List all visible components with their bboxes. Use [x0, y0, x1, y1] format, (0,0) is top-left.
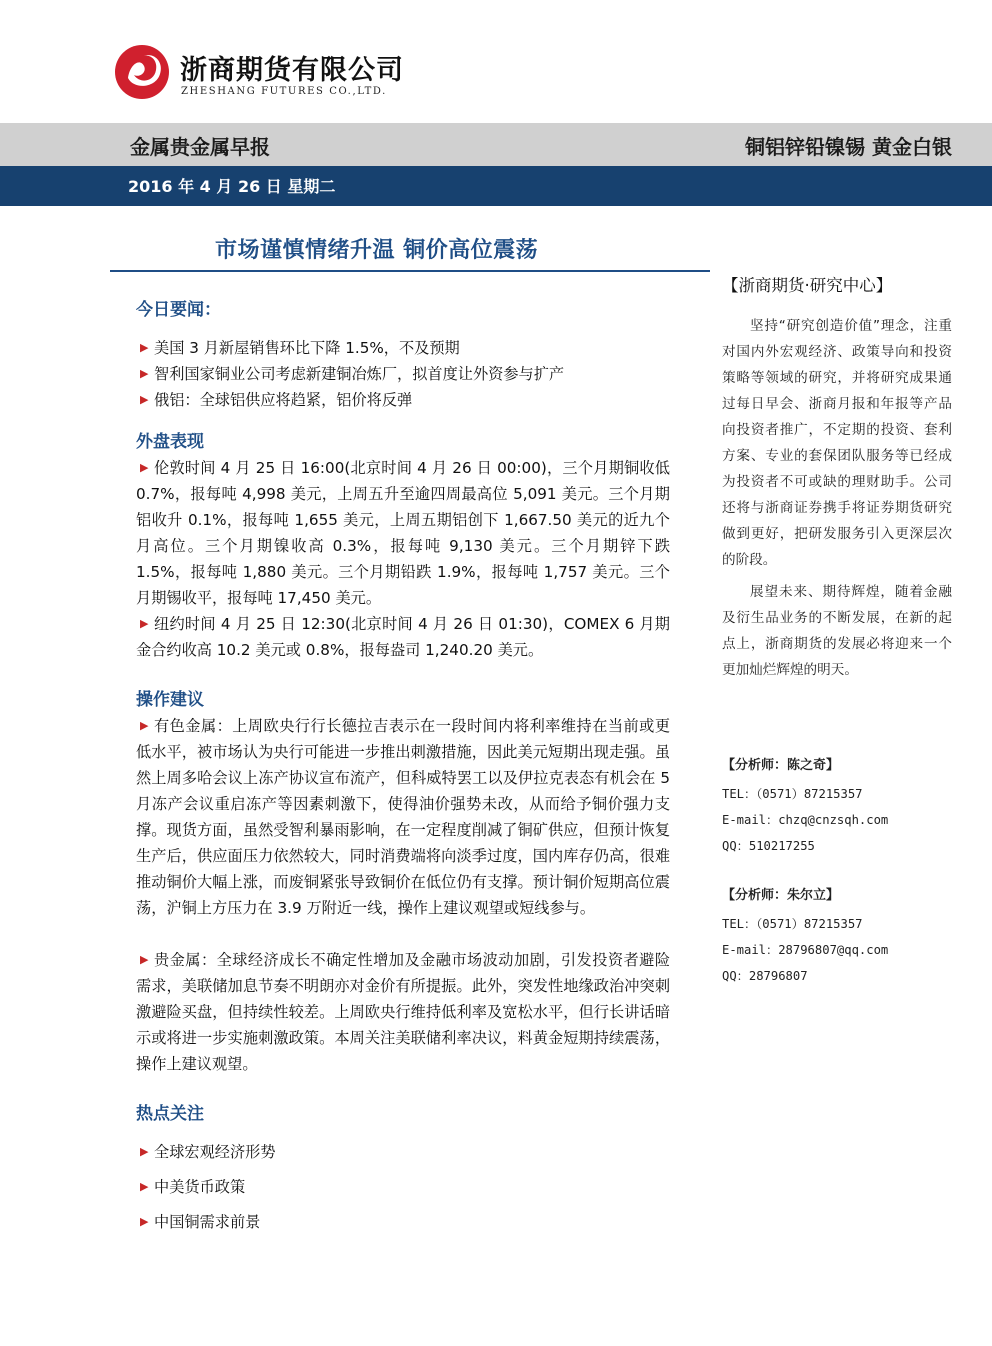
- paragraph: ▶ 伦敦时间 4 月 25 日 16:00(北京时间 4 月 26 日 00:00)，三个月期铜收低 0.7%，报每吨 4,998 美元，上周五升至逾四周最高位 5,091 美元。三个月期铝收升 0.1%，报每吨 1,655 美元，上周五期铝创下 1,667.50 美元的近九个月高位。三个月期镍收高 0.3%，报每吨 9,130 美元。三个月期锌下跌 1.5%，报每吨 1,880 美元。三个月期铅跌 1.9%，报每吨 1,757 美元。三个月期锡收平，报每吨 17,450 美元。: [136, 455, 670, 611]
- analyst-name: 【分析师：陈之奇】: [722, 758, 840, 773]
- list-item: ▶ 中美货币政策: [136, 1174, 670, 1200]
- bullet-arrow-icon: ▶: [140, 341, 149, 354]
- research-center-intro: [722, 313, 952, 689]
- section-title-overseas: 外盘表现: [136, 432, 204, 452]
- report-name: 金属贵金属早报: [130, 135, 270, 159]
- research-center-tag: 【浙商期货·研究中心】: [722, 276, 893, 295]
- analyst-qq: QQ：510217255: [722, 839, 815, 853]
- headline-rule: [110, 270, 710, 272]
- bullet-arrow-icon: ▶: [140, 1180, 149, 1193]
- list-item: ▶ 智利国家铜业公司考虑新建铜冶炼厂，拟首度让外资参与扩产: [136, 361, 670, 387]
- company-name-en: ZHESHANG FUTURES CO.,LTD.: [181, 86, 387, 97]
- analyst-qq: QQ：28796807: [722, 969, 808, 983]
- overseas-section: [136, 429, 670, 663]
- analyst-email: E-mail：chzq@cnzsqh.com: [722, 813, 889, 827]
- paragraph: ▶ 纽约时间 4 月 25 日 12:30(北京时间 4 月 26 日 01:30)，COMEX 6 月期金合约收高 10.2 美元或 0.8%，报每盎司 1,240.20 美元。: [136, 611, 670, 663]
- report-date: 2016 年 4 月 26 日 星期二: [128, 177, 336, 196]
- bullet-arrow-icon: ▶: [140, 1145, 149, 1158]
- bullet-arrow-icon: ▶: [140, 953, 149, 966]
- analyst-name: 【分析师：朱尔立】: [722, 888, 840, 903]
- list-item: ▶ 中国铜需求前景: [136, 1209, 670, 1235]
- intro-paragraph: 展望未来、期待辉煌，随着金融及衍生品业务的不断发展，在新的起点上，浙商期货的发展必将迎来一个更加灿烂辉煌的明天。: [722, 584, 952, 678]
- section-title-news: 今日要闻：: [136, 300, 221, 320]
- company-logo: [114, 44, 170, 100]
- bullet-arrow-icon: ▶: [140, 719, 149, 732]
- company-name-cn: 浙商期货有限公司: [180, 55, 404, 86]
- covered-metals: 铜铝锌铅镍锡 黄金白银: [745, 135, 952, 159]
- paragraph: ▶ 有色金属：上周欧央行行长德拉吉表示在一段时间内将利率维持在当前或更低水平，被市场认为央行可能进一步推出刺激措施，因此美元短期出现走强。虽然上周多哈会议上冻产协议宣布流产，但科威特罢工以及伊拉克表态有机会在 5 月冻产会议重启冻产等因素刺激下，使得油价强势未改，从而给予铜价强力支撑。现货方面，虽然受智利暴雨影响，在一定程度削减了铜矿供应，但预计恢复生产后，供应面压力依然较大，同时消费端将向淡季过度，国内库存仍高，很难推动铜价大幅上涨，而废铜紧张导致铜价在低位仍有支撑。预计铜价短期高位震荡，沪铜上方压力在 3.9 万附近一线，操作上建议观望或短线参与。: [136, 713, 670, 921]
- list-item: ▶ 美国 3 月新屋销售环比下降 1.5%，不及预期: [136, 335, 670, 361]
- analyst-card: [722, 753, 962, 859]
- section-title-advice: 操作建议: [136, 690, 204, 710]
- section-title-hotspots: 热点关注: [136, 1104, 204, 1124]
- analyst-phone: TEL：（0571）87215357: [722, 917, 863, 931]
- paragraph: ▶ 贵金属：全球经济成长不确定性增加及金融市场波动加剧，引发投资者避险需求，美联储加息节奏不明朗亦对金价有所提振。此外，突发性地缘政治冲突刺激避险买盘，但持续性较差。上周欧央行维持低利率及宽松水平，但行长讲话暗示或将进一步实施刺激政策。本周关注美联储利率决议，料黄金短期持续震荡，操作上建议观望。: [136, 947, 670, 1077]
- bullet-arrow-icon: ▶: [140, 1215, 149, 1228]
- analyst-phone: TEL：（0571）87215357: [722, 787, 863, 801]
- hotspots-section: [136, 1101, 670, 1235]
- bullet-arrow-icon: ▶: [140, 461, 149, 474]
- list-item: ▶ 俄铝：全球铝供应将趋紧，铝价将反弹: [136, 387, 670, 413]
- news-section: [136, 297, 670, 413]
- advice-section: [136, 687, 670, 1077]
- analyst-email: E-mail：28796807@qq.com: [722, 943, 889, 957]
- list-item: ▶ 全球宏观经济形势: [136, 1139, 670, 1165]
- bullet-arrow-icon: ▶: [140, 617, 149, 630]
- main-column: [136, 297, 670, 1235]
- bullet-arrow-icon: ▶: [140, 367, 149, 380]
- analyst-card: [722, 883, 962, 989]
- intro-paragraph: 坚持“研究创造价值”理念，注重对国内外宏观经济、政策导向和投资策略等领域的研究，并将研究成果通过每日早会、浙商月报和年报等产品向投资者推广，不定期的投资、套利方案、专业的套保团队服务等已经成为投资者不可或缺的理财助手。公司还将与浙商证券携手将证券期货研究做到更好，把研发服务引入更深层次的阶段。: [722, 318, 952, 568]
- headline: 市场谨慎情绪升温 铜价高位震荡: [215, 238, 539, 263]
- bullet-arrow-icon: ▶: [140, 393, 149, 406]
